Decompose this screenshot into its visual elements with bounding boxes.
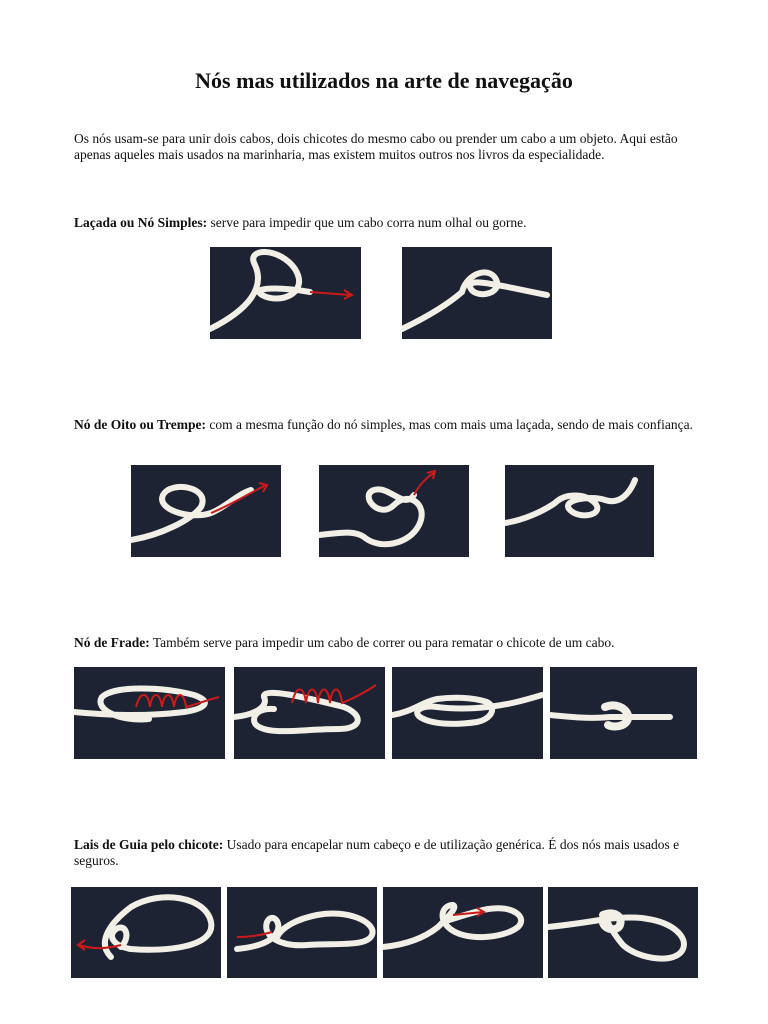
page-title: Nós mas utilizados na arte de navegação: [195, 68, 573, 93]
section-title: Nó de Frade:: [74, 635, 150, 650]
knot-photo: [227, 887, 377, 978]
section-text: com a mesma função do nó simples, mas com mais uma laçada, sendo de mais confiança.: [206, 417, 693, 432]
section-text: Usado para encapelar num cabeço e de utilização genérica. É dos nós mais usados e seguros.: [74, 837, 680, 868]
knot-photo: [505, 465, 654, 557]
section-title: Nó de Oito ou Trempe:: [74, 417, 206, 432]
knot-photo: [392, 667, 543, 759]
knot-photo: [383, 887, 543, 978]
knot-photo: [71, 887, 221, 978]
knot-photo: [548, 887, 698, 978]
knot-photo: [131, 465, 281, 557]
knot-photo: [210, 247, 361, 339]
knot-photo: [402, 247, 552, 339]
section-title: Lais de Guia pelo chicote:: [74, 837, 224, 852]
section-text: serve para impedir que um cabo corra num olhal ou gorne.: [207, 215, 527, 230]
section-lais-de-guia: [74, 837, 699, 869]
knot-photo: [550, 667, 697, 759]
section-title: Laçada ou Nó Simples:: [74, 215, 208, 230]
knot-photo: [234, 667, 385, 759]
section-oito: [74, 417, 699, 433]
knot-photo: [74, 667, 225, 759]
section-frade: [74, 635, 699, 651]
intro-paragraph: Os nós usam-se para unir dois cabos, dois chicotes do mesmo cabo ou prender um cabo a um objeto. Aqui estão apenas aqueles mais usados na marinharia, mas existem muitos outros nos livros da especialidade.: [74, 131, 678, 162]
knot-photo: [319, 465, 469, 557]
section-text: Também serve para impedir um cabo de correr ou para rematar o chicote de um cabo.: [149, 635, 615, 650]
section-laçada: [74, 215, 699, 231]
